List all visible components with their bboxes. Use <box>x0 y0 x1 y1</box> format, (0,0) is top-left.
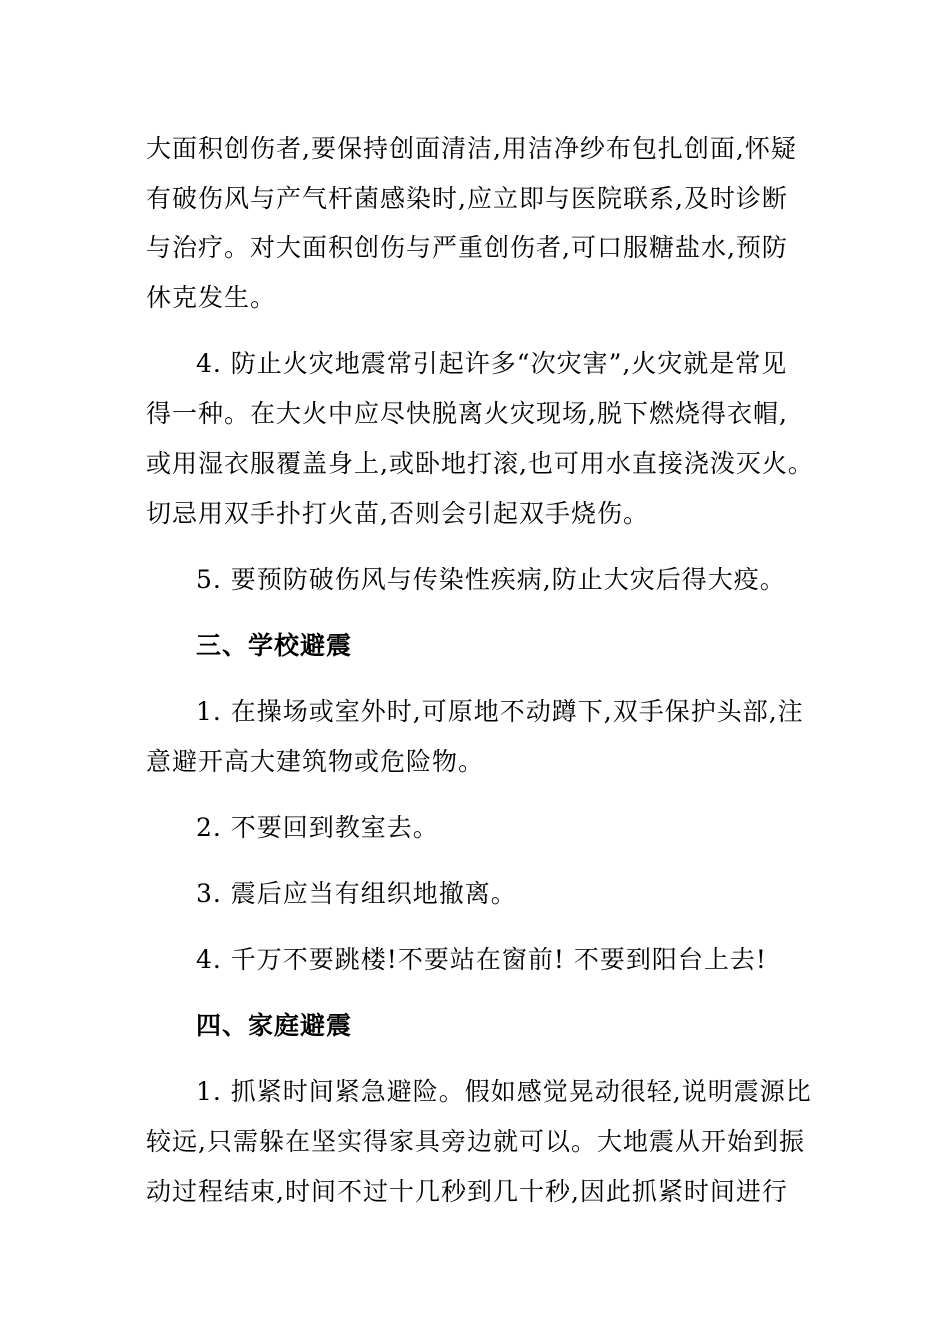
paragraph-line: 3. 震后应当有组织地撤离。 <box>196 879 517 908</box>
paragraph-line: 1. 在操场或室外时,可原地不动蹲下,双手保护头部,注 <box>196 697 804 726</box>
section-heading: 三、学校避震 <box>196 631 353 660</box>
paragraph-line: 5. 要预防破伤风与传染性疾病,防止大灾后得大疫。 <box>196 565 786 594</box>
paragraph-line: 4. 防止火灾地震常引起许多“次灾害”,火灾就是常见 <box>196 349 788 378</box>
paragraph-line: 1. 抓紧时间紧急避险。假如感觉晃动很轻,说明震源比 <box>196 1077 812 1106</box>
paragraph-line: 较远,只需躲在坚实得家具旁边就可以。大地震从开始到振 <box>146 1127 805 1156</box>
paragraph-line: 与治疗。对大面积创伤与严重创伤者,可口服糖盐水,预防 <box>146 233 788 262</box>
paragraph-line: 或用湿衣服覆盖身上,或卧地打滚,也可用水直接浇泼灭火。 <box>146 449 814 478</box>
paragraph-line: 有破伤风与产气杆菌感染时,应立即与医院联系,及时诊断 <box>146 184 788 213</box>
paragraph-line: 4. 千万不要跳楼!不要站在窗前! 不要到阳台上去! <box>196 945 767 974</box>
paragraph-line: 意避开高大建筑物或危险物。 <box>146 747 485 776</box>
paragraph-line: 得一种。在大火中应尽快脱离火灾现场,脱下燃烧得衣帽, <box>146 399 788 428</box>
paragraph-line: 2. 不要回到教室去。 <box>196 813 439 842</box>
paragraph-line: 切忌用双手扑打火苗,否则会引起双手烧伤。 <box>146 499 649 528</box>
paragraph-line: 动过程结束,时间不过十几秒到几十秒,因此抓紧时间进行 <box>146 1177 788 1206</box>
section-heading: 四、家庭避震 <box>196 1011 353 1040</box>
paragraph-line: 休克发生。 <box>146 283 277 312</box>
paragraph-line: 大面积创伤者,要保持创面清洁,用洁净纱布包扎创面,怀疑 <box>146 134 797 163</box>
